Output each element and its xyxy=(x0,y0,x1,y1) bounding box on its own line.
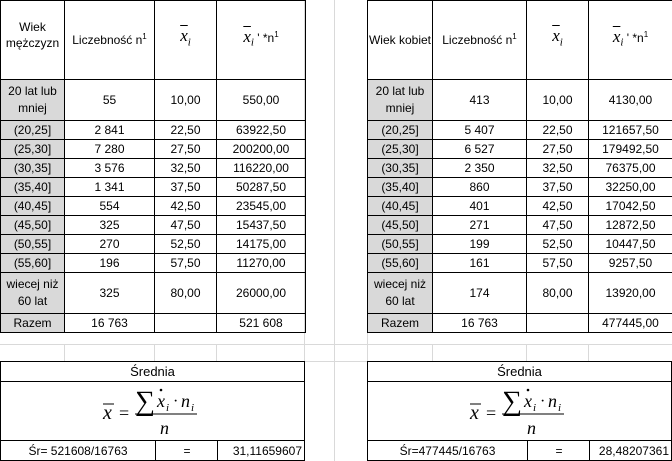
xi-cell[interactable]: 27,50 xyxy=(155,140,217,159)
svg-text:=: = xyxy=(486,403,497,423)
product-cell[interactable]: 76375,00 xyxy=(589,159,672,178)
count-cell[interactable]: 3 576 xyxy=(65,159,155,178)
count-cell[interactable]: 5 407 xyxy=(433,121,527,140)
header-xin-rest: ' *n xyxy=(253,30,275,45)
count-cell[interactable]: 554 xyxy=(65,197,155,216)
table-row xyxy=(1,216,306,235)
table-row xyxy=(368,121,672,140)
header-xin-x: $\overline{x}$ xyxy=(243,26,251,46)
row-label[interactable]: (25,30] xyxy=(1,140,65,159)
svg-text:i: i xyxy=(558,402,562,414)
men-frequency-table xyxy=(0,0,306,333)
mean-formula-image xyxy=(101,382,221,440)
header-xin-sup: 1 xyxy=(274,29,279,39)
table-row xyxy=(1,159,306,178)
table-row xyxy=(368,273,672,314)
total-count[interactable]: 16 763 xyxy=(433,314,527,333)
svg-text:∑: ∑ xyxy=(502,386,522,417)
calc-equals[interactable]: = xyxy=(527,441,590,460)
row-label[interactable]: (40,45] xyxy=(1,197,65,216)
xi-cell[interactable]: 52,50 xyxy=(155,235,217,254)
mean-calculation-row xyxy=(368,440,671,460)
product-cell[interactable]: 13920,00 xyxy=(589,273,672,314)
count-cell[interactable]: 7 280 xyxy=(65,140,155,159)
svg-text:n: n xyxy=(160,418,169,438)
header-xi[interactable] xyxy=(527,1,589,80)
row-label[interactable]: wiecej niż 60 lat xyxy=(1,273,65,314)
xi-cell[interactable]: 57,50 xyxy=(155,254,217,273)
svg-text:i: i xyxy=(533,402,537,414)
gridline xyxy=(0,344,672,345)
row-label[interactable]: (20,25] xyxy=(368,121,433,140)
header-xi-n[interactable] xyxy=(589,1,672,80)
calc-result[interactable]: 28,48207361 xyxy=(589,441,671,460)
header-xin-rest: ' *n xyxy=(623,30,644,45)
table-row xyxy=(1,80,306,121)
xi-cell[interactable]: 37,50 xyxy=(155,178,217,197)
product-cell[interactable]: 9257,50 xyxy=(589,254,672,273)
svg-text:i: i xyxy=(166,402,170,414)
header-xin-sub: i xyxy=(620,36,624,49)
header-xi-x: $\overline{x}$ xyxy=(552,26,560,46)
svg-text:·: · xyxy=(173,393,179,410)
product-cell[interactable]: 26000,00 xyxy=(217,273,306,314)
row-label[interactable]: (55,60] xyxy=(1,254,65,273)
total-product[interactable]: 477445,00 xyxy=(589,314,672,333)
product-cell[interactable]: 200200,00 xyxy=(217,140,306,159)
count-cell[interactable]: 55 xyxy=(65,80,155,121)
mean-calculation-row xyxy=(1,440,304,460)
count-cell[interactable]: 413 xyxy=(433,80,527,121)
xi-cell[interactable]: 80,00 xyxy=(155,273,217,314)
calc-label[interactable]: Śr= 521608/16763 xyxy=(28,444,128,458)
row-label[interactable]: (45,50] xyxy=(368,216,433,235)
count-cell[interactable]: 6 527 xyxy=(433,140,527,159)
header-age-women[interactable] xyxy=(368,1,433,80)
product-cell[interactable]: 14175,00 xyxy=(217,235,306,254)
xi-cell[interactable]: 27,50 xyxy=(527,140,589,159)
svg-text:=: = xyxy=(119,403,130,423)
gridline xyxy=(216,344,217,361)
gridline xyxy=(64,344,65,361)
xi-cell[interactable]: 42,50 xyxy=(527,197,589,216)
table-row xyxy=(368,216,672,235)
product-cell[interactable]: 15437,50 xyxy=(217,216,306,235)
table-row xyxy=(1,273,306,314)
svg-text:n: n xyxy=(548,391,557,411)
product-cell[interactable]: 11270,00 xyxy=(217,254,306,273)
xi-cell[interactable]: 32,50 xyxy=(155,159,217,178)
mean-title[interactable]: Średnia xyxy=(1,362,304,382)
product-cell[interactable]: 116220,00 xyxy=(217,159,306,178)
row-label[interactable]: (20,25] xyxy=(1,121,65,140)
table-row xyxy=(368,235,672,254)
row-label[interactable]: (45,50] xyxy=(1,216,65,235)
header-xi-sub: i xyxy=(559,36,563,49)
svg-text:x: x xyxy=(103,402,112,424)
row-label[interactable]: 20 lat lub mniej xyxy=(1,80,65,121)
table-row-total xyxy=(1,314,306,333)
total-label[interactable]: Razem xyxy=(1,314,65,333)
count-cell[interactable]: 325 xyxy=(65,216,155,235)
table-row xyxy=(1,235,306,254)
table-row xyxy=(1,254,306,273)
gridline xyxy=(432,344,433,361)
row-label[interactable]: (55,60] xyxy=(368,254,433,273)
header-count-sup: 1 xyxy=(512,32,517,41)
count-cell[interactable]: 174 xyxy=(433,273,527,314)
svg-text:i: i xyxy=(191,402,195,414)
header-age-men-label: Wiek mężczyzn xyxy=(5,20,60,50)
svg-text:·: · xyxy=(540,393,546,410)
xi-cell[interactable]: 52,50 xyxy=(527,235,589,254)
calc-equals[interactable]: = xyxy=(155,441,218,460)
product-cell[interactable]: 17042,50 xyxy=(589,197,672,216)
header-xin-sup: 1 xyxy=(643,29,649,39)
xi-cell[interactable]: 32,50 xyxy=(527,159,589,178)
table-row xyxy=(368,140,672,159)
calc-result[interactable]: 31,11659607 xyxy=(217,441,304,460)
product-cell[interactable]: 550,00 xyxy=(217,80,306,121)
product-cell[interactable]: 12872,50 xyxy=(589,216,672,235)
svg-text:n: n xyxy=(181,391,190,411)
xi-cell[interactable]: 57,50 xyxy=(527,254,589,273)
count-cell[interactable]: 401 xyxy=(433,197,527,216)
table-row xyxy=(368,159,672,178)
header-count[interactable] xyxy=(433,1,527,80)
svg-text:x: x xyxy=(470,402,479,424)
xi-cell[interactable]: 22,50 xyxy=(155,121,217,140)
header-xin-sub: i xyxy=(250,36,254,49)
count-cell[interactable]: 161 xyxy=(433,254,527,273)
product-cell[interactable]: 50287,50 xyxy=(217,178,306,197)
count-cell[interactable]: 325 xyxy=(65,273,155,314)
count-cell[interactable]: 2 350 xyxy=(433,159,527,178)
total-label[interactable]: Razem xyxy=(368,314,433,333)
gridline xyxy=(526,344,527,361)
product-cell[interactable]: 63922,50 xyxy=(217,121,306,140)
header-xi-sub: i xyxy=(187,36,191,49)
row-label[interactable]: (25,30] xyxy=(368,140,433,159)
row-label[interactable]: wiecej niż 60 lat xyxy=(368,273,433,314)
xi-cell[interactable]: 37,50 xyxy=(527,178,589,197)
product-cell[interactable]: 32250,00 xyxy=(589,178,672,197)
xi-cell[interactable]: 10,00 xyxy=(155,80,217,121)
product-cell[interactable]: 10447,50 xyxy=(589,235,672,254)
svg-text:n: n xyxy=(527,418,536,438)
women-frequency-table xyxy=(367,0,672,333)
gridline xyxy=(334,0,335,461)
empty-cell[interactable] xyxy=(155,314,217,333)
row-label[interactable]: (50,55] xyxy=(368,235,433,254)
svg-text:x: x xyxy=(524,391,532,411)
table-row xyxy=(368,197,672,216)
table-row-total xyxy=(368,314,672,333)
row-label[interactable]: (30,35] xyxy=(368,159,433,178)
count-cell[interactable]: 2 841 xyxy=(65,121,155,140)
count-cell[interactable]: 860 xyxy=(433,178,527,197)
count-cell[interactable]: 270 xyxy=(65,235,155,254)
row-label[interactable]: (40,45] xyxy=(368,197,433,216)
xi-cell[interactable]: 47,50 xyxy=(527,216,589,235)
xi-cell[interactable]: 47,50 xyxy=(155,216,217,235)
calc-label[interactable]: Śr=477445/16763 xyxy=(399,444,496,458)
product-cell[interactable]: 4130,00 xyxy=(589,80,672,121)
product-cell[interactable]: 23545,00 xyxy=(217,197,306,216)
count-cell[interactable]: 1 341 xyxy=(65,178,155,197)
header-age-men[interactable] xyxy=(1,1,65,80)
count-cell[interactable]: 196 xyxy=(65,254,155,273)
count-cell[interactable]: 271 xyxy=(433,216,527,235)
svg-text:∑: ∑ xyxy=(135,386,155,417)
table-row xyxy=(1,178,306,197)
header-xi-x: $\overline{x}$ xyxy=(180,26,188,46)
mean-formula-image xyxy=(468,382,588,440)
header-count[interactable] xyxy=(65,1,155,80)
xi-cell[interactable]: 10,00 xyxy=(527,80,589,121)
gridline xyxy=(588,344,589,361)
men-mean-box xyxy=(0,361,305,461)
table-row xyxy=(1,197,306,216)
empty-cell[interactable] xyxy=(527,314,589,333)
table-row xyxy=(1,140,306,159)
product-cell[interactable]: 121657,50 xyxy=(589,121,672,140)
product-cell[interactable]: 179492,50 xyxy=(589,140,672,159)
xi-cell[interactable]: 42,50 xyxy=(155,197,217,216)
svg-text:x: x xyxy=(157,391,165,411)
row-label[interactable]: (30,35] xyxy=(1,159,65,178)
count-cell[interactable]: 199 xyxy=(433,235,527,254)
header-xi[interactable] xyxy=(155,1,217,80)
total-count[interactable]: 16 763 xyxy=(65,314,155,333)
table-row xyxy=(368,178,672,197)
xi-cell[interactable]: 22,50 xyxy=(527,121,589,140)
women-mean-box xyxy=(367,361,672,461)
header-age-women-label: Wiek kobiet xyxy=(368,33,432,47)
xi-cell[interactable]: 80,00 xyxy=(527,273,589,314)
row-label[interactable]: 20 lat lub mniej xyxy=(368,80,433,121)
total-product[interactable]: 521 608 xyxy=(217,314,306,333)
row-label[interactable]: (50,55] xyxy=(1,235,65,254)
table-row xyxy=(368,254,672,273)
header-count-label: Liczebność n xyxy=(72,33,143,47)
row-label[interactable]: (35,40] xyxy=(368,178,433,197)
gridline xyxy=(154,344,155,361)
header-count-sup: 1 xyxy=(142,32,147,41)
header-xi-n[interactable] xyxy=(217,1,306,80)
table-row xyxy=(1,121,306,140)
table-row xyxy=(368,80,672,121)
mean-title[interactable]: Średnia xyxy=(368,362,671,382)
header-xin-x: $\overline{x}$ xyxy=(612,26,621,46)
row-label[interactable]: (35,40] xyxy=(1,178,65,197)
header-count-label: Liczebność n xyxy=(442,33,513,47)
